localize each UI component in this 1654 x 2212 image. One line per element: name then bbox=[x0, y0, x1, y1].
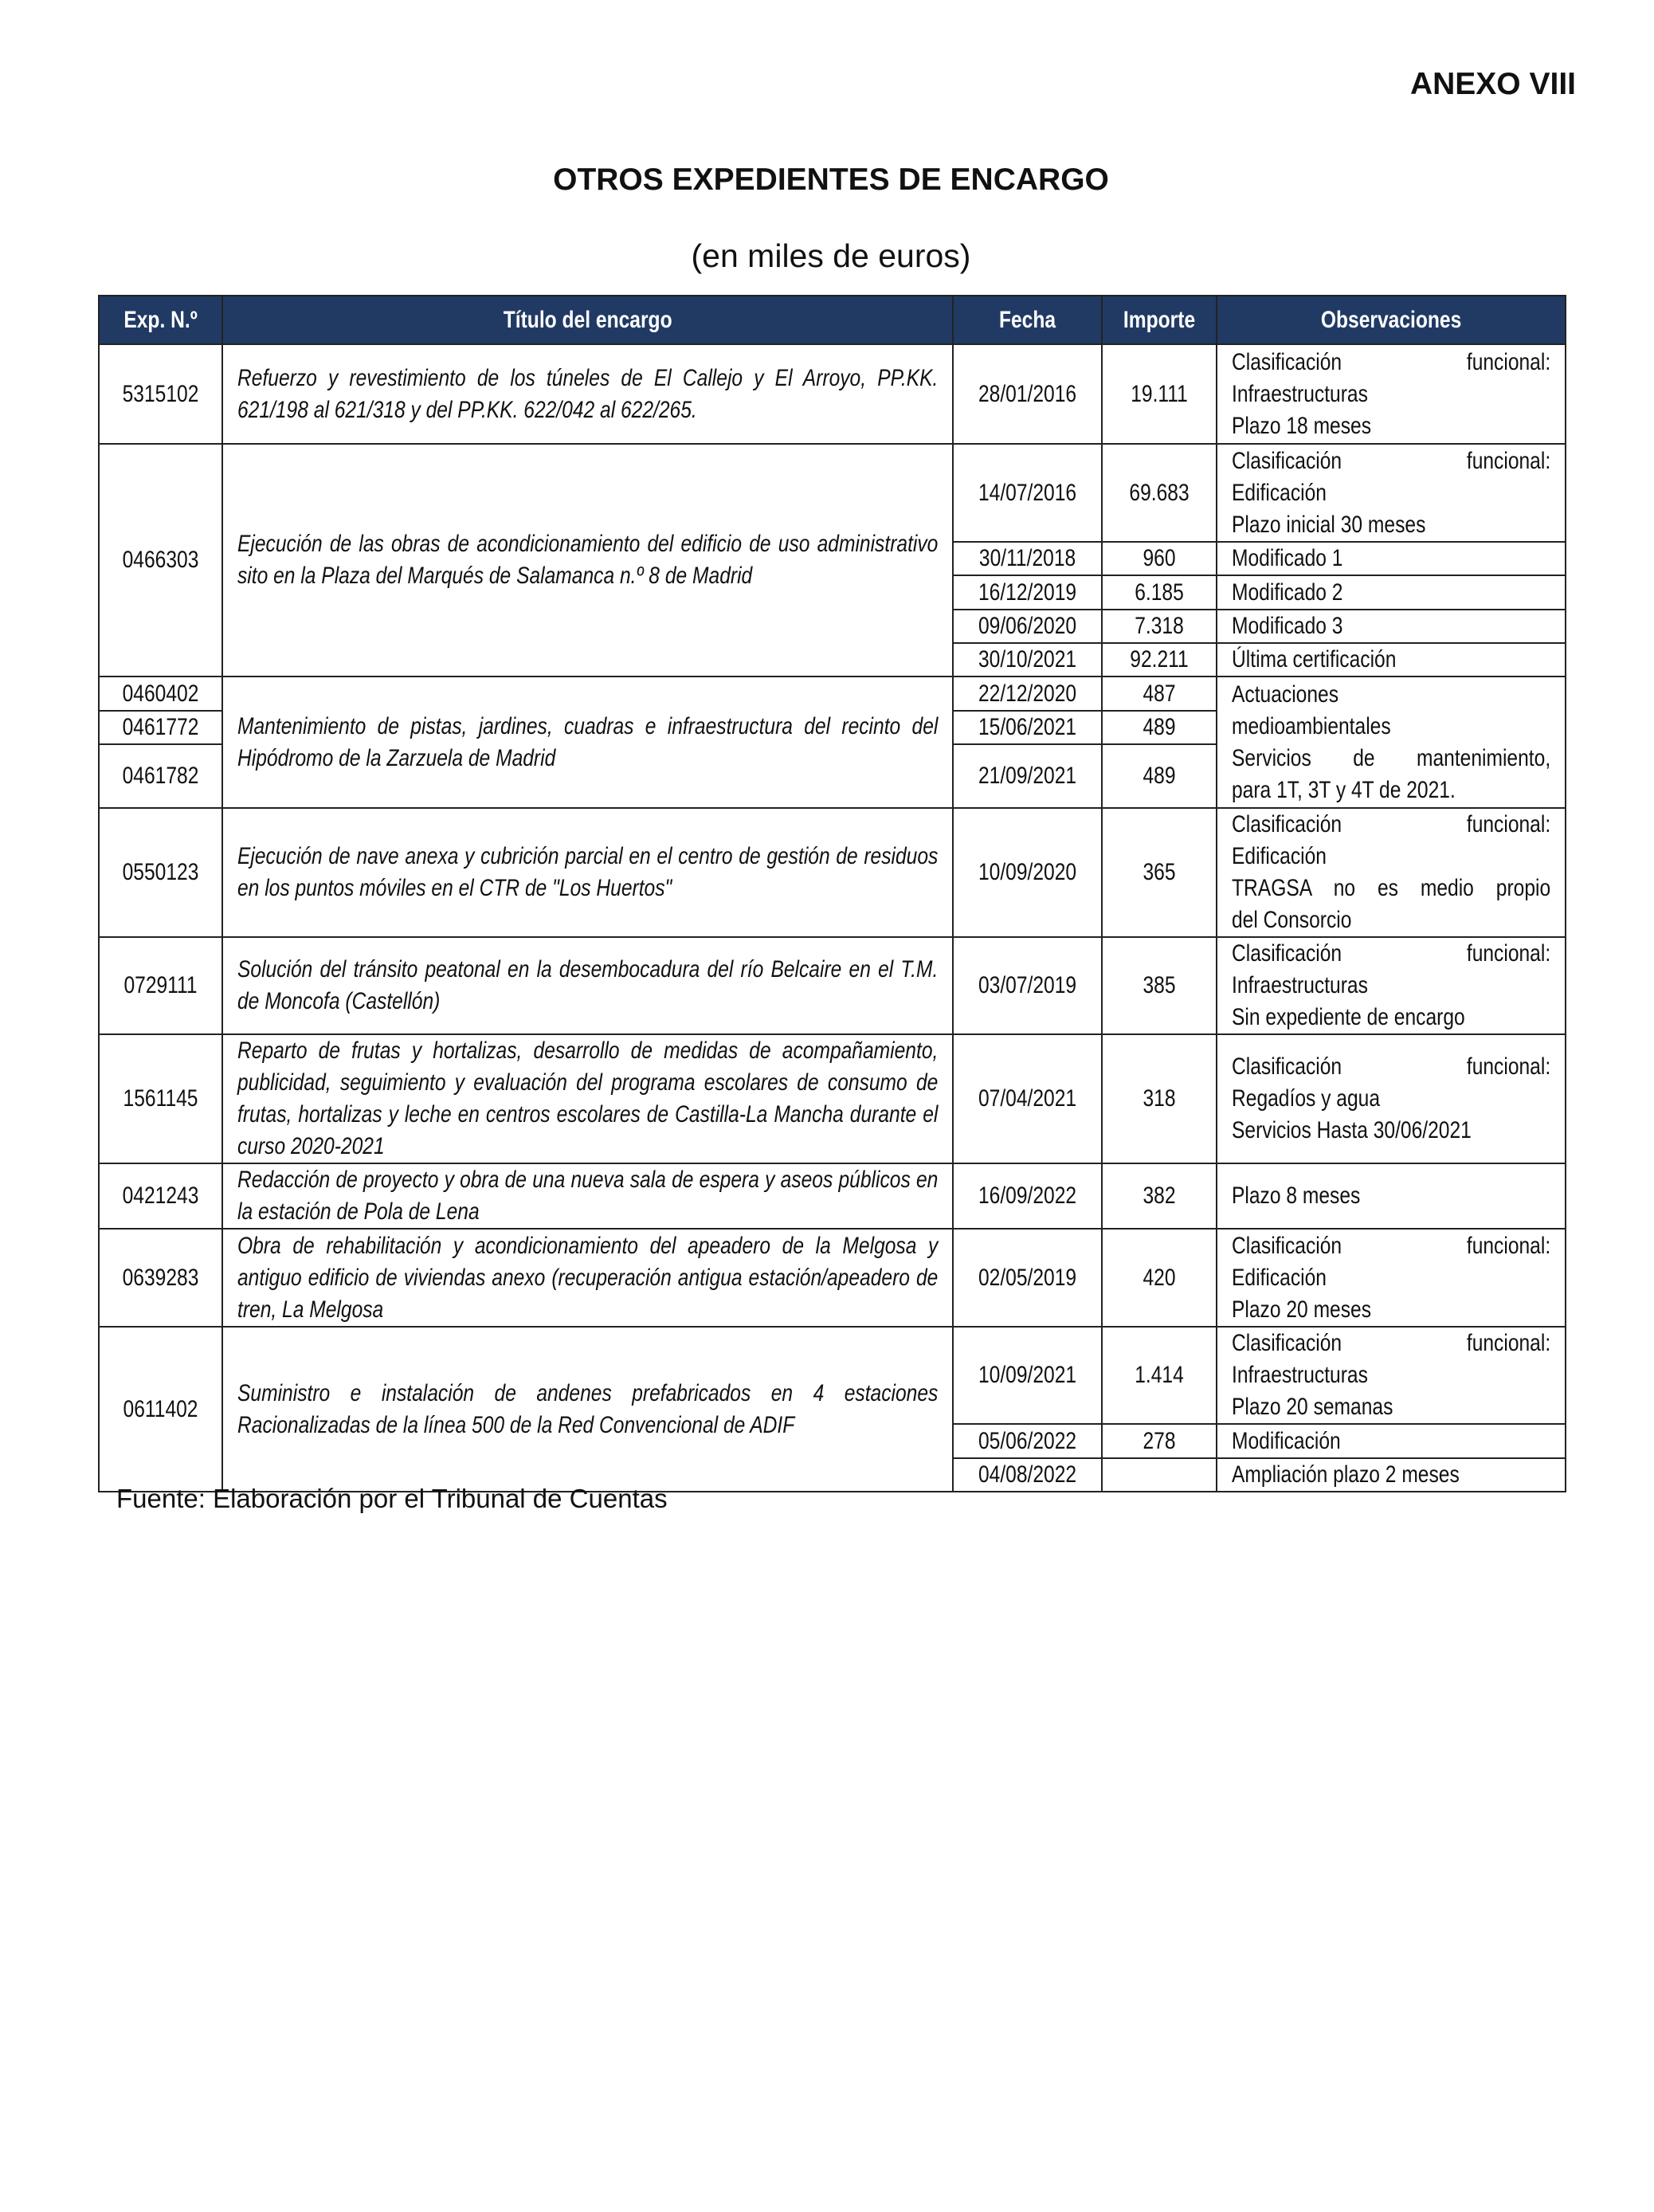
observation-line: para 1T, 3T y 4T de 2021. bbox=[1232, 776, 1456, 803]
observaciones-cell bbox=[1217, 1229, 1566, 1327]
header-label: Exp. N.º bbox=[123, 306, 198, 333]
exp-cell bbox=[99, 1229, 222, 1327]
observation-line: Clasificación funcional: bbox=[1232, 1232, 1551, 1259]
fecha-cell bbox=[953, 937, 1102, 1034]
importe-value: 1.414 bbox=[1135, 1362, 1184, 1388]
observation-line: Plazo 18 meses bbox=[1232, 412, 1372, 439]
observation-line: Infraestructuras bbox=[1232, 380, 1368, 407]
exp-cell bbox=[99, 1163, 222, 1229]
observaciones-cell bbox=[1217, 1424, 1566, 1458]
fecha-cell bbox=[953, 1163, 1102, 1229]
exp-number: 5315102 bbox=[122, 380, 199, 407]
importe-cell bbox=[1102, 344, 1217, 444]
importe-value: 19.111 bbox=[1131, 380, 1188, 407]
fecha-cell bbox=[953, 444, 1102, 542]
importe-value: 7.318 bbox=[1135, 613, 1184, 639]
titulo-cell bbox=[222, 444, 953, 677]
table-row bbox=[99, 444, 1566, 542]
fecha-value: 22/12/2020 bbox=[978, 680, 1077, 707]
observation-line: Actuaciones bbox=[1232, 680, 1339, 708]
fecha-value: 02/05/2019 bbox=[978, 1264, 1077, 1291]
importe-cell bbox=[1102, 444, 1217, 542]
titulo-cell bbox=[222, 937, 953, 1034]
titulo-text: Ejecución de las obras de acondicionamiento del edificio de uso administrativo sito en la Plaza del Marqués de Salamanca n.º 8 de Madrid bbox=[237, 531, 939, 589]
importe-cell bbox=[1102, 1424, 1217, 1458]
importe-value: 92.211 bbox=[1130, 646, 1189, 673]
importe-cell bbox=[1102, 1327, 1217, 1424]
exp-number: 0729111 bbox=[123, 972, 198, 998]
titulo-cell bbox=[222, 1327, 953, 1492]
observation-line: Ampliación plazo 2 meses bbox=[1232, 1461, 1460, 1488]
titulo-cell bbox=[222, 808, 953, 937]
observation-line: Modificado 3 bbox=[1232, 613, 1343, 639]
importe-value: 318 bbox=[1143, 1085, 1176, 1112]
titulo-cell bbox=[222, 1163, 953, 1229]
titulo-text: Redacción de proyecto y obra de una nueva sala de espera y aseos públicos en la estación de Pola de Lena bbox=[237, 1167, 939, 1225]
observaciones-cell bbox=[1217, 575, 1566, 610]
observation-line: Regadíos y agua bbox=[1232, 1085, 1381, 1112]
header-exp bbox=[99, 296, 222, 344]
exp-cell bbox=[99, 677, 222, 711]
observation-line: Clasificación funcional: bbox=[1232, 1330, 1551, 1356]
importe-value: 278 bbox=[1143, 1427, 1176, 1454]
fecha-cell bbox=[953, 610, 1102, 643]
fecha-cell bbox=[953, 1458, 1102, 1492]
importe-value: 489 bbox=[1143, 763, 1176, 789]
exp-cell bbox=[99, 711, 222, 744]
exp-cell bbox=[99, 444, 222, 677]
exp-number: 0461782 bbox=[122, 763, 199, 789]
page-subtitle: (en miles de euros) bbox=[691, 237, 971, 274]
expedientes-table bbox=[98, 295, 1566, 1492]
fecha-value: 14/07/2016 bbox=[978, 479, 1077, 506]
fecha-cell bbox=[953, 808, 1102, 937]
importe-value: 382 bbox=[1143, 1182, 1176, 1209]
exp-number: 0466303 bbox=[122, 547, 199, 573]
importe-cell bbox=[1102, 575, 1217, 610]
table-row bbox=[99, 677, 1566, 711]
fecha-value: 16/12/2019 bbox=[978, 578, 1077, 606]
fecha-cell bbox=[953, 643, 1102, 677]
fecha-value: 21/09/2021 bbox=[978, 763, 1077, 789]
importe-value: 489 bbox=[1143, 714, 1176, 740]
fecha-value: 03/07/2019 bbox=[978, 972, 1077, 998]
fecha-value: 10/09/2021 bbox=[978, 1362, 1077, 1388]
observation-line: Infraestructuras bbox=[1232, 972, 1368, 998]
importe-cell bbox=[1102, 643, 1217, 677]
observaciones-cell bbox=[1217, 344, 1566, 444]
observation-line: Servicios Hasta 30/06/2021 bbox=[1232, 1117, 1472, 1143]
exp-number: 0639283 bbox=[122, 1264, 199, 1291]
fecha-value: 04/08/2022 bbox=[978, 1461, 1077, 1488]
exp-number: 1561145 bbox=[123, 1085, 198, 1112]
exp-cell bbox=[99, 344, 222, 444]
fecha-value: 15/06/2021 bbox=[978, 714, 1077, 740]
titulo-cell bbox=[222, 1034, 953, 1163]
table-row bbox=[99, 1327, 1566, 1424]
exp-number: 0460402 bbox=[122, 680, 199, 707]
importe-cell bbox=[1102, 542, 1217, 575]
table-row bbox=[99, 344, 1566, 444]
titulo-cell bbox=[222, 677, 953, 808]
observation-line: Última certificación bbox=[1232, 646, 1397, 673]
observation-line: Clasificación funcional: bbox=[1232, 348, 1551, 375]
observaciones-cell bbox=[1217, 1034, 1566, 1163]
exp-cell bbox=[99, 744, 222, 808]
fecha-cell bbox=[953, 744, 1102, 808]
fecha-value: 09/06/2020 bbox=[978, 613, 1077, 639]
importe-cell bbox=[1102, 1034, 1217, 1163]
exp-cell bbox=[99, 1034, 222, 1163]
observaciones-cell bbox=[1217, 610, 1566, 643]
observaciones-cell bbox=[1217, 444, 1566, 542]
table-row bbox=[99, 937, 1566, 1034]
observation-line: Plazo inicial 30 meses bbox=[1232, 511, 1426, 538]
importe-cell bbox=[1102, 677, 1217, 711]
observation-line: TRAGSA no es medio propio bbox=[1232, 875, 1551, 901]
observaciones-cell bbox=[1217, 808, 1566, 937]
observation-line: Modificación bbox=[1232, 1427, 1341, 1454]
fecha-cell bbox=[953, 1327, 1102, 1424]
observaciones-cell bbox=[1217, 677, 1566, 808]
importe-value: 487 bbox=[1143, 680, 1176, 707]
table-header-row bbox=[99, 296, 1566, 344]
titulo-cell bbox=[222, 1229, 953, 1327]
titulo-text: Ejecución de nave anexa y cubrición parcial en el centro de gestión de residuos en los puntos móviles en el CTR de "Los Huertos" bbox=[237, 843, 939, 901]
importe-cell bbox=[1102, 1229, 1217, 1327]
fecha-cell bbox=[953, 1229, 1102, 1327]
observation-line: Clasificación funcional: bbox=[1232, 447, 1551, 474]
table-row bbox=[99, 1163, 1566, 1229]
titulo-text: Mantenimiento de pistas, jardines, cuadras e infraestructura del recinto del Hipódromo de la Zarzuela de Madrid bbox=[237, 712, 939, 771]
observation-line: del Consorcio bbox=[1232, 907, 1352, 933]
page-title: OTROS EXPEDIENTES DE ENCARGO bbox=[553, 163, 1109, 197]
importe-value: 365 bbox=[1143, 859, 1176, 885]
observation-line: medioambientales bbox=[1232, 712, 1391, 739]
fecha-cell bbox=[953, 575, 1102, 610]
fecha-cell bbox=[953, 542, 1102, 575]
importe-cell bbox=[1102, 610, 1217, 643]
importe-cell bbox=[1102, 744, 1217, 808]
fecha-value: 07/04/2021 bbox=[978, 1085, 1077, 1112]
fecha-cell bbox=[953, 344, 1102, 444]
observation-line: Infraestructuras bbox=[1232, 1362, 1368, 1388]
observation-line: Modificado 2 bbox=[1232, 578, 1343, 606]
fecha-value: 10/09/2020 bbox=[978, 859, 1077, 885]
titulo-cell bbox=[222, 344, 953, 444]
importe-cell bbox=[1102, 1458, 1217, 1492]
source-note: Fuente: Elaboración por el Tribunal de Cuentas bbox=[116, 1484, 668, 1513]
observation-line: Servicios de mantenimiento, bbox=[1232, 744, 1551, 771]
header-fecha bbox=[953, 296, 1102, 344]
observaciones-cell bbox=[1217, 643, 1566, 677]
observaciones-cell bbox=[1217, 1163, 1566, 1229]
exp-cell bbox=[99, 1327, 222, 1492]
exp-number: 0461772 bbox=[122, 714, 199, 740]
observaciones-cell bbox=[1217, 542, 1566, 575]
observation-line: Clasificación funcional: bbox=[1232, 940, 1551, 967]
importe-cell bbox=[1102, 711, 1217, 744]
exp-cell bbox=[99, 937, 222, 1034]
observation-line: Clasificación funcional: bbox=[1232, 811, 1551, 837]
observation-line: Edificación bbox=[1232, 843, 1327, 869]
titulo-text: Reparto de frutas y hortalizas, desarrollo de medidas de acompañamiento, publicidad, seguimiento y evaluación del programa escolares de consumo de frutas, hortalizas y leche en centros escolares de Castilla-La Mancha durante el curso 2020-2021 bbox=[237, 1037, 939, 1159]
fecha-value: 30/11/2018 bbox=[978, 545, 1076, 571]
header-label: Título del encargo bbox=[503, 306, 672, 333]
importe-value: 960 bbox=[1143, 545, 1176, 571]
header-label: Fecha bbox=[998, 306, 1056, 333]
importe-value: 69.683 bbox=[1129, 479, 1190, 506]
exp-cell bbox=[99, 808, 222, 937]
observation-line: Plazo 20 semanas bbox=[1232, 1394, 1393, 1420]
observaciones-cell bbox=[1217, 937, 1566, 1034]
header-observaciones bbox=[1217, 296, 1566, 344]
observation-line: Sin expediente de encargo bbox=[1232, 1004, 1465, 1030]
exp-number: 0611402 bbox=[123, 1395, 198, 1422]
observaciones-cell bbox=[1217, 1458, 1566, 1492]
fecha-value: 30/10/2021 bbox=[978, 646, 1077, 673]
importe-value: 420 bbox=[1143, 1264, 1176, 1291]
importe-cell bbox=[1102, 808, 1217, 937]
titulo-text: Refuerzo y revestimiento de los túneles de El Callejo y El Arroyo, PP.KK. 621/198 al 621/318 y del PP.KK. 622/042 al 622/265. bbox=[237, 364, 939, 423]
header-titulo bbox=[222, 296, 953, 344]
header-label: Observaciones bbox=[1320, 306, 1462, 333]
importe-value: 6.185 bbox=[1135, 578, 1184, 606]
fecha-cell bbox=[953, 1034, 1102, 1163]
fecha-value: 28/01/2016 bbox=[978, 380, 1077, 407]
fecha-value: 05/06/2022 bbox=[978, 1427, 1077, 1454]
header-importe bbox=[1102, 296, 1217, 344]
observation-line: Edificación bbox=[1232, 1264, 1327, 1291]
observaciones-cell bbox=[1217, 1327, 1566, 1424]
titulo-text: Obra de rehabilitación y acondicionamiento del apeadero de la Melgosa y antiguo edificio de viviendas anexo (recuperación antigua estación/apeadero de tren, La Melgosa bbox=[237, 1232, 939, 1323]
table-row bbox=[99, 1229, 1566, 1327]
fecha-cell bbox=[953, 677, 1102, 711]
exp-number: 0550123 bbox=[122, 859, 199, 885]
importe-value: 385 bbox=[1143, 972, 1176, 998]
fecha-value: 16/09/2022 bbox=[978, 1182, 1077, 1209]
header-label: Importe bbox=[1123, 306, 1196, 333]
observation-line: Modificado 1 bbox=[1232, 545, 1343, 571]
exp-number: 0421243 bbox=[122, 1182, 199, 1209]
table-row bbox=[99, 1034, 1566, 1163]
observation-line: Plazo 20 meses bbox=[1232, 1296, 1372, 1323]
importe-cell bbox=[1102, 1163, 1217, 1229]
observation-line: Plazo 8 meses bbox=[1232, 1182, 1361, 1209]
table-row bbox=[99, 808, 1566, 937]
importe-cell bbox=[1102, 937, 1217, 1034]
titulo-text: Suministro e instalación de andenes prefabricados en 4 estaciones Racionalizadas de la línea 500 de la Red Convencional de ADIF bbox=[237, 1379, 939, 1438]
annex-label: ANEXO VIII bbox=[1409, 67, 1576, 101]
observation-line: Edificación bbox=[1232, 479, 1327, 506]
fecha-cell bbox=[953, 711, 1102, 744]
titulo-text: Solución del tránsito peatonal en la desembocadura del río Belcaire en el T.M. de Moncofa (Castellón) bbox=[237, 956, 939, 1014]
fecha-cell bbox=[953, 1424, 1102, 1458]
observation-line: Clasificación funcional: bbox=[1232, 1053, 1551, 1080]
